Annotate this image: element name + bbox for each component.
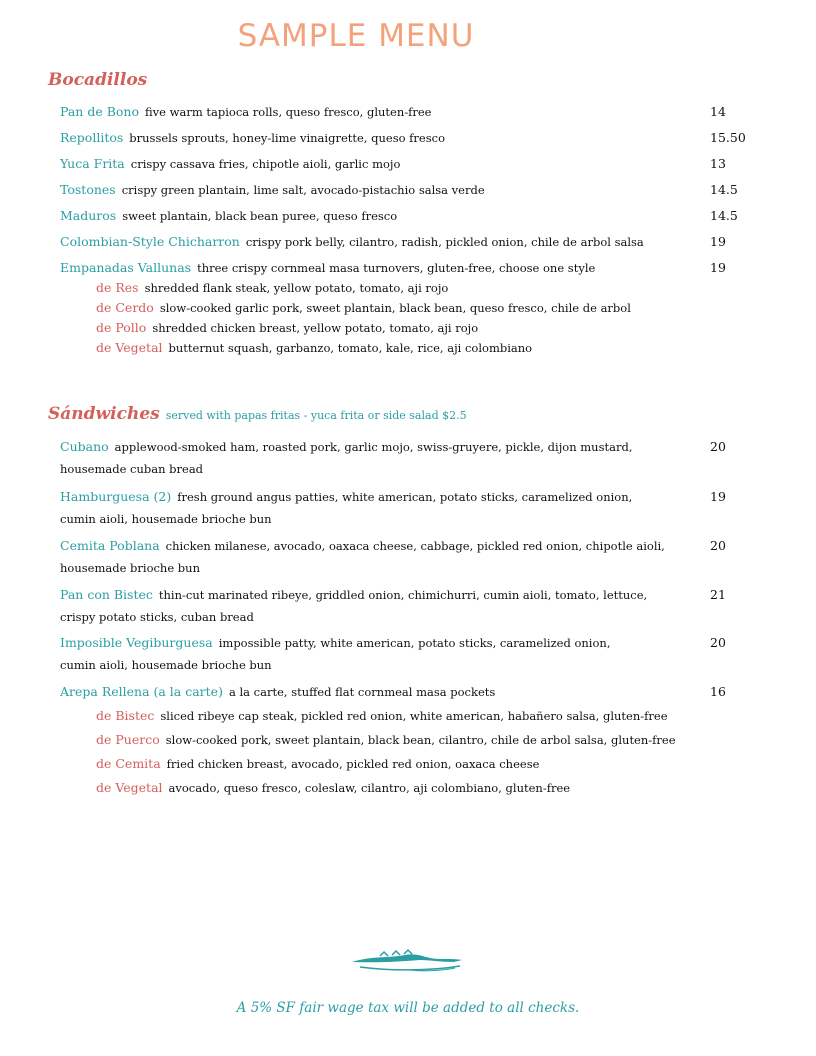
menu-item [60, 436, 760, 480]
item-description: chicken milanese, avocado, oaxaca cheese, cabbage, pickled red onion, chipotle aioli, [165, 539, 665, 553]
arepa-style [96, 778, 736, 798]
alligator-icon [350, 946, 466, 974]
item-price: 19 [710, 234, 726, 249]
menu-item [60, 126, 760, 150]
style-description: butternut squash, garbanzo, tomato, kale, rice, aji colombiano [168, 341, 533, 355]
item-description: brussels sprouts, honey-lime vinaigrette, queso fresco [129, 131, 445, 145]
style-name: de Vegetal [96, 780, 163, 795]
style-description: slow-cooked garlic pork, sweet plantain, black bean, queso fresco, chile de arbol [159, 301, 631, 315]
item-price: 15.50 [710, 130, 746, 145]
item-name: Pan con Bistec [60, 587, 153, 602]
menu-item [60, 256, 760, 280]
style-name: de Cerdo [96, 300, 154, 315]
style-description: shredded flank steak, yellow potato, tomato, aji rojo [144, 281, 449, 295]
item-name: Maduros [60, 208, 117, 223]
section-heading-text: Sándwiches [48, 404, 160, 424]
item-price: 21 [710, 587, 726, 602]
style-description: shredded chicken breast, yellow potato, tomato, aji rojo [152, 321, 479, 335]
item-name: Cemita Poblana [60, 538, 160, 553]
item-description: thin-cut marinated ribeye, griddled onion, chimichurri, cumin aioli, tomato, lettuce, [158, 588, 648, 602]
item-description: fresh ground angus patties, white american, potato sticks, caramelized onion, [177, 490, 633, 504]
menu-item [60, 178, 760, 202]
item-name: Pan de Bono [60, 104, 139, 119]
item-name: Arepa Rellena (a la carte) [60, 684, 223, 699]
style-name: de Cemita [96, 756, 161, 771]
item-name: Imposible Vegiburguesa [60, 635, 213, 650]
empanada-style [96, 338, 736, 358]
item-name: Repollitos [60, 130, 124, 145]
item-price: 20 [710, 439, 726, 454]
item-name: Empanadas Vallunas [60, 260, 192, 275]
arepa-style [96, 754, 736, 774]
item-description-line2: housemade cuban bread [60, 462, 204, 476]
item-price: 14 [710, 104, 726, 119]
menu-item [60, 584, 760, 628]
item-description: five warm tapioca rolls, queso fresco, gluten-free [145, 105, 432, 119]
section-note: served with papas fritas - yuca frita or side salad $2.5 [165, 409, 467, 422]
item-description: crispy pork belly, cilantro, radish, pickled onion, chile de arbol salsa [245, 235, 644, 249]
menu-item [60, 632, 760, 676]
arepa-style [96, 706, 736, 726]
menu-item [60, 230, 760, 254]
empanada-style [96, 278, 736, 298]
item-name: Hamburguesa (2) [60, 489, 172, 504]
item-description-line2: cumin aioli, housemade brioche bun [60, 658, 272, 672]
style-name: de Res [96, 280, 139, 295]
menu-item [60, 680, 760, 704]
arepa-style [96, 730, 736, 750]
menu-item [60, 486, 760, 530]
item-name: Yuca Frita [60, 156, 125, 171]
section-heading-sandwiches [48, 404, 467, 424]
item-price: 16 [710, 684, 726, 699]
menu-item [60, 204, 760, 228]
item-price: 14.5 [710, 182, 738, 197]
footer-note: A 5% SF fair wage tax will be added to all checks. [236, 1000, 580, 1016]
page-title: SAMPLE MENU [237, 18, 475, 54]
item-price: 20 [710, 635, 726, 650]
style-description: slow-cooked pork, sweet plantain, black bean, cilantro, chile de arbol salsa, gluten-free [165, 733, 676, 747]
style-name: de Puerco [96, 732, 160, 747]
item-name: Cubano [60, 439, 109, 454]
item-description: crispy cassava fries, chipotle aioli, garlic mojo [130, 157, 401, 171]
style-description: fried chicken breast, avocado, pickled red onion, oaxaca cheese [166, 757, 540, 771]
item-price: 14.5 [710, 208, 738, 223]
item-description-line2: housemade brioche bun [60, 561, 200, 575]
menu-item [60, 152, 760, 176]
item-price: 13 [710, 156, 726, 171]
menu-item [60, 535, 760, 579]
item-price: 19 [710, 260, 726, 275]
style-name: de Bistec [96, 708, 155, 723]
style-name: de Pollo [96, 320, 147, 335]
menu-item [60, 100, 760, 124]
item-description: crispy green plantain, lime salt, avocado-pistachio salsa verde [121, 183, 485, 197]
item-description-line2: cumin aioli, housemade brioche bun [60, 512, 272, 526]
item-name: Tostones [60, 182, 116, 197]
empanada-style [96, 318, 736, 338]
item-description: a la carte, stuffed flat cornmeal masa pockets [228, 685, 496, 699]
item-price: 19 [710, 489, 726, 504]
section-heading-bocadillos: Bocadillos [48, 70, 148, 90]
item-price: 20 [710, 538, 726, 553]
item-name: Colombian-Style Chicharron [60, 234, 240, 249]
style-description: sliced ribeye cap steak, pickled red onion, white american, habañero salsa, gluten-free [160, 709, 668, 723]
item-description: impossible patty, white american, potato sticks, caramelized onion, [218, 636, 611, 650]
item-description: three crispy cornmeal masa turnovers, gluten-free, choose one style [197, 261, 596, 275]
empanada-style [96, 298, 736, 318]
style-name: de Vegetal [96, 340, 163, 355]
style-description: avocado, queso fresco, coleslaw, cilantro, aji colombiano, gluten-free [168, 781, 571, 795]
item-description-line2: crispy potato sticks, cuban bread [60, 610, 254, 624]
item-description: applewood-smoked ham, roasted pork, garlic mojo, swiss-gruyere, pickle, dijon mustard, [114, 440, 633, 454]
item-description: sweet plantain, black bean puree, queso fresco [122, 209, 398, 223]
